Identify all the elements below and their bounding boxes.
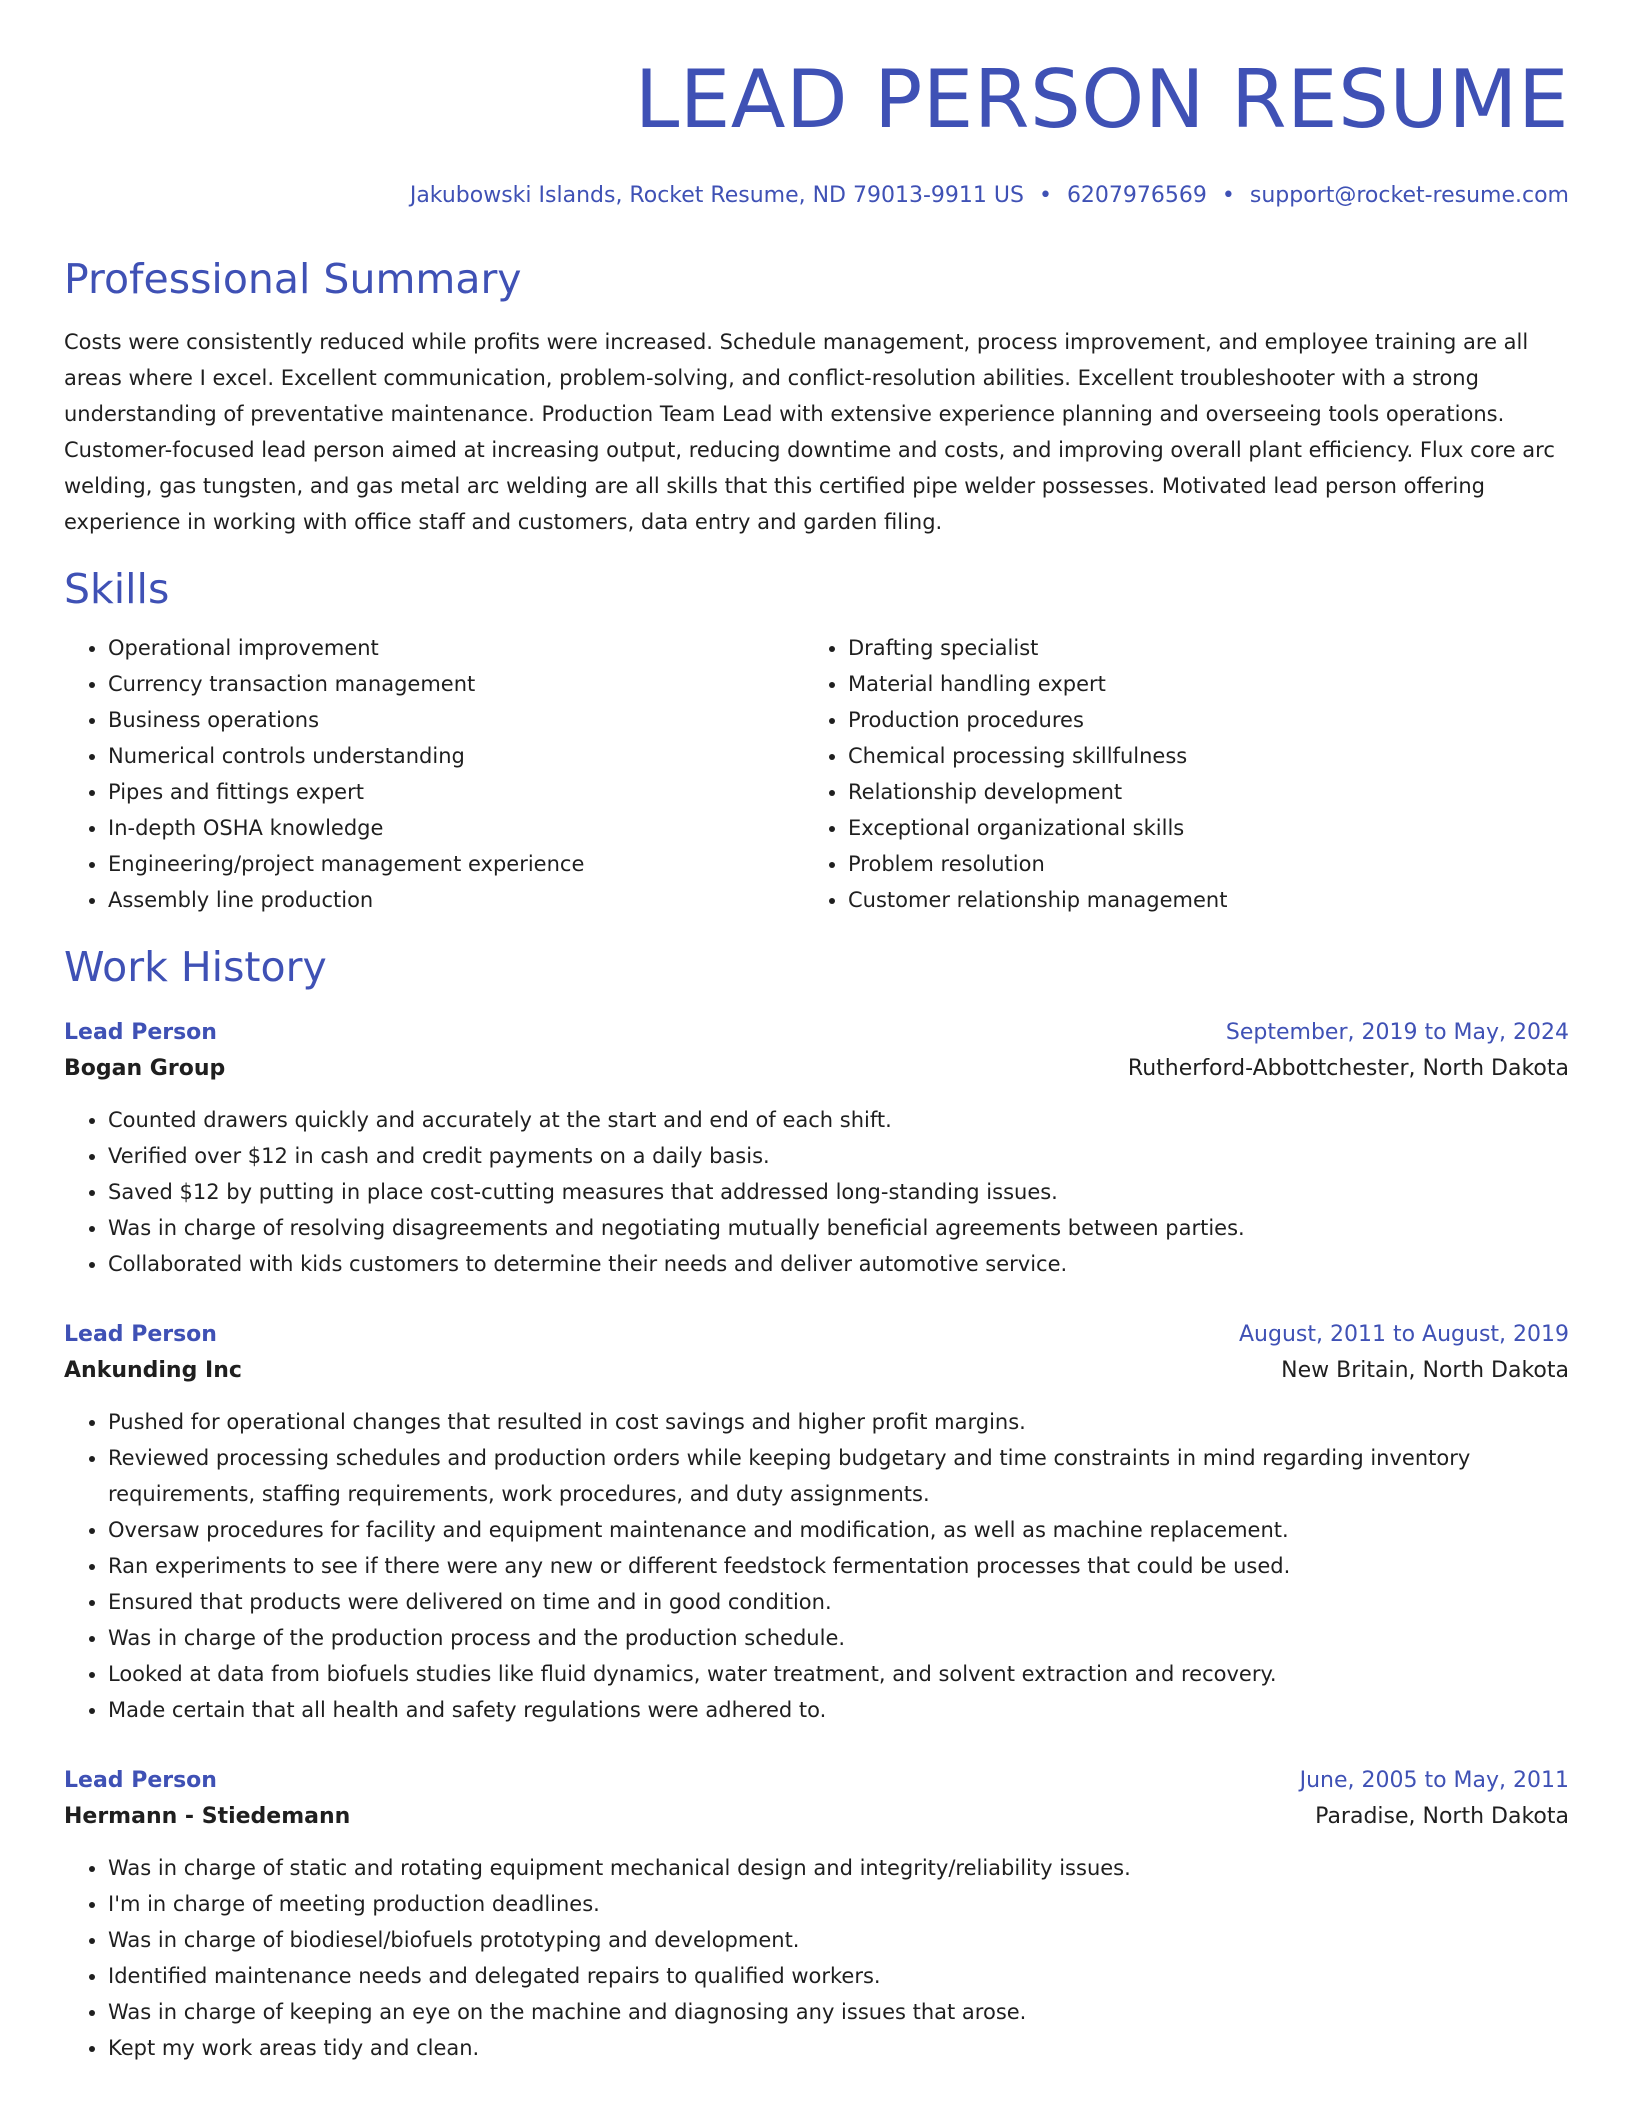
skill-item: • Chemical processing skillfulness	[848, 738, 1227, 774]
skill-item: • Currency transaction management	[108, 666, 804, 702]
job-bullet: • Oversaw procedures for facility and equipment maintenance and modification, as well as machine replacement.	[108, 1512, 1569, 1548]
job-dates: August, 2011 to August, 2019	[1239, 1322, 1569, 1347]
job-title-row	[64, 1016, 1569, 1050]
skill-item: • Exceptional organizational skills	[848, 810, 1227, 846]
resume-title: LEAD PERSON RESUME	[634, 53, 1569, 146]
job-bullet: • Pushed for operational changes that resulted in cost savings and higher profit margins.	[108, 1404, 1569, 1440]
skill-item: • Pipes and fittings expert	[108, 774, 804, 810]
job-bullet: • I'm in charge of meeting production deadlines.	[108, 1886, 1569, 1922]
work-history-section	[64, 942, 1569, 2066]
contact-email: support@rocket-resume.com	[1249, 183, 1569, 208]
job-bullet: • Counted drawers quickly and accurately at the start and end of each shift.	[108, 1102, 1569, 1138]
job-dates: June, 2005 to May, 2011	[1299, 1768, 1569, 1793]
skill-item: • Customer relationship management	[848, 882, 1227, 918]
job-bullet: • Identified maintenance needs and delegated repairs to qualified workers.	[108, 1958, 1569, 1994]
job-bullets	[64, 1102, 1569, 1282]
job-bullet: • Was in charge of keeping an eye on the machine and diagnosing any issues that arose.	[108, 1994, 1569, 2030]
job-company: Ankunding Inc	[64, 1358, 242, 1383]
job-entry	[64, 1318, 1569, 1728]
job-dates: September, 2019 to May, 2024	[1225, 1020, 1569, 1045]
job-company: Bogan Group	[64, 1056, 226, 1081]
skill-item: • Operational improvement	[108, 630, 804, 666]
job-bullet: • Saved $12 by putting in place cost-cutting measures that addressed long-standing issues.	[108, 1174, 1569, 1210]
skill-item: • Production procedures	[848, 702, 1227, 738]
contact-phone: 6207976569	[1066, 183, 1207, 208]
contact-address: Jakubowski Islands, Rocket Resume, ND 79013-9911 US	[409, 183, 1024, 208]
job-location: New Britain, North Dakota	[1281, 1358, 1569, 1383]
summary-section	[64, 254, 1569, 540]
job-company-row	[64, 1798, 1569, 1836]
skill-item: • In-depth OSHA knowledge	[108, 810, 804, 846]
resume-header	[64, 52, 1569, 210]
job-bullet: • Was in charge of static and rotating equipment mechanical design and integrity/reliability issues.	[108, 1850, 1569, 1886]
job-bullet: • Was in charge of biodiesel/biofuels prototyping and development.	[108, 1922, 1569, 1958]
summary-text: Costs were consistently reduced while profits were increased. Schedule management, process improvement, and employee training are all areas where I excel. Excellent communication, problem-solving, and conflict-resolution abilities. Excellent troubleshooter with a strong understanding of preventative maintenance. Production Team Lead with extensive experience planning and overseeing tools operations. Customer-focused lead person aimed at increasing output, reducing downtime and costs, and improving overall plant efficiency. Flux core arc welding, gas tungsten, and gas metal arc welding are all skills that this certified pipe welder possesses. Motivated lead person offering experience in working with office staff and customers, data entry and garden filing.	[64, 330, 1555, 534]
skill-item: • Problem resolution	[848, 846, 1227, 882]
job-bullet: • Made certain that all health and safety regulations were adhered to.	[108, 1692, 1569, 1728]
contact-separator: •	[1038, 183, 1052, 208]
job-company: Hermann - Stiedemann	[64, 1804, 351, 1829]
skill-item: • Business operations	[108, 702, 804, 738]
job-entry	[64, 1764, 1569, 2066]
contact-separator: •	[1221, 183, 1235, 208]
job-title-row	[64, 1318, 1569, 1352]
job-location: Rutherford-Abbottchester, North Dakota	[1127, 1056, 1569, 1081]
skill-item: • Material handling expert	[848, 666, 1227, 702]
job-company-row	[64, 1050, 1569, 1088]
job-location: Paradise, North Dakota	[1315, 1804, 1569, 1829]
job-title: Lead Person	[64, 1322, 217, 1347]
job-bullet: • Looked at data from biofuels studies like fluid dynamics, water treatment, and solvent extraction and recovery.	[108, 1656, 1569, 1692]
job-bullet: • Was in charge of resolving disagreements and negotiating mutually beneficial agreements between parties.	[108, 1210, 1569, 1246]
contact-line	[64, 182, 1569, 210]
job-title: Lead Person	[64, 1768, 217, 1793]
job-bullets	[64, 1850, 1569, 2066]
skills-heading: Skills	[64, 565, 170, 613]
job-bullets	[64, 1404, 1569, 1728]
job-bullet: • Verified over $12 in cash and credit payments on a daily basis.	[108, 1138, 1569, 1174]
job-bullet: • Ran experiments to see if there were any new or different feedstock fermentation processes that could be used.	[108, 1548, 1569, 1584]
skill-item: • Engineering/project management experience	[108, 846, 804, 882]
skill-item: • Relationship development	[848, 774, 1227, 810]
job-company-row	[64, 1352, 1569, 1390]
job-bullet: • Kept my work areas tidy and clean.	[108, 2030, 1569, 2066]
skills-list-right	[804, 630, 1227, 918]
job-bullet: • Reviewed processing schedules and production orders while keeping budgetary and time constraints in mind regarding inventory requirements, staffing requirements, work procedures, and duty assignments.	[108, 1440, 1569, 1512]
job-title-row	[64, 1764, 1569, 1798]
work-history-heading: Work History	[64, 943, 327, 991]
job-entry	[64, 1016, 1569, 1282]
skill-item: • Drafting specialist	[848, 630, 1227, 666]
job-bullet: • Was in charge of the production process and the production schedule.	[108, 1620, 1569, 1656]
job-bullet: • Ensured that products were delivered on time and in good condition.	[108, 1584, 1569, 1620]
job-title: Lead Person	[64, 1020, 217, 1045]
skills-section	[64, 564, 1569, 918]
summary-heading: Professional Summary	[64, 255, 522, 303]
skill-item: • Assembly line production	[108, 882, 804, 918]
skills-list-left	[64, 630, 804, 918]
job-bullet: • Collaborated with kids customers to determine their needs and deliver automotive service.	[108, 1246, 1569, 1282]
skills-columns	[64, 630, 1569, 918]
skill-item: • Numerical controls understanding	[108, 738, 804, 774]
